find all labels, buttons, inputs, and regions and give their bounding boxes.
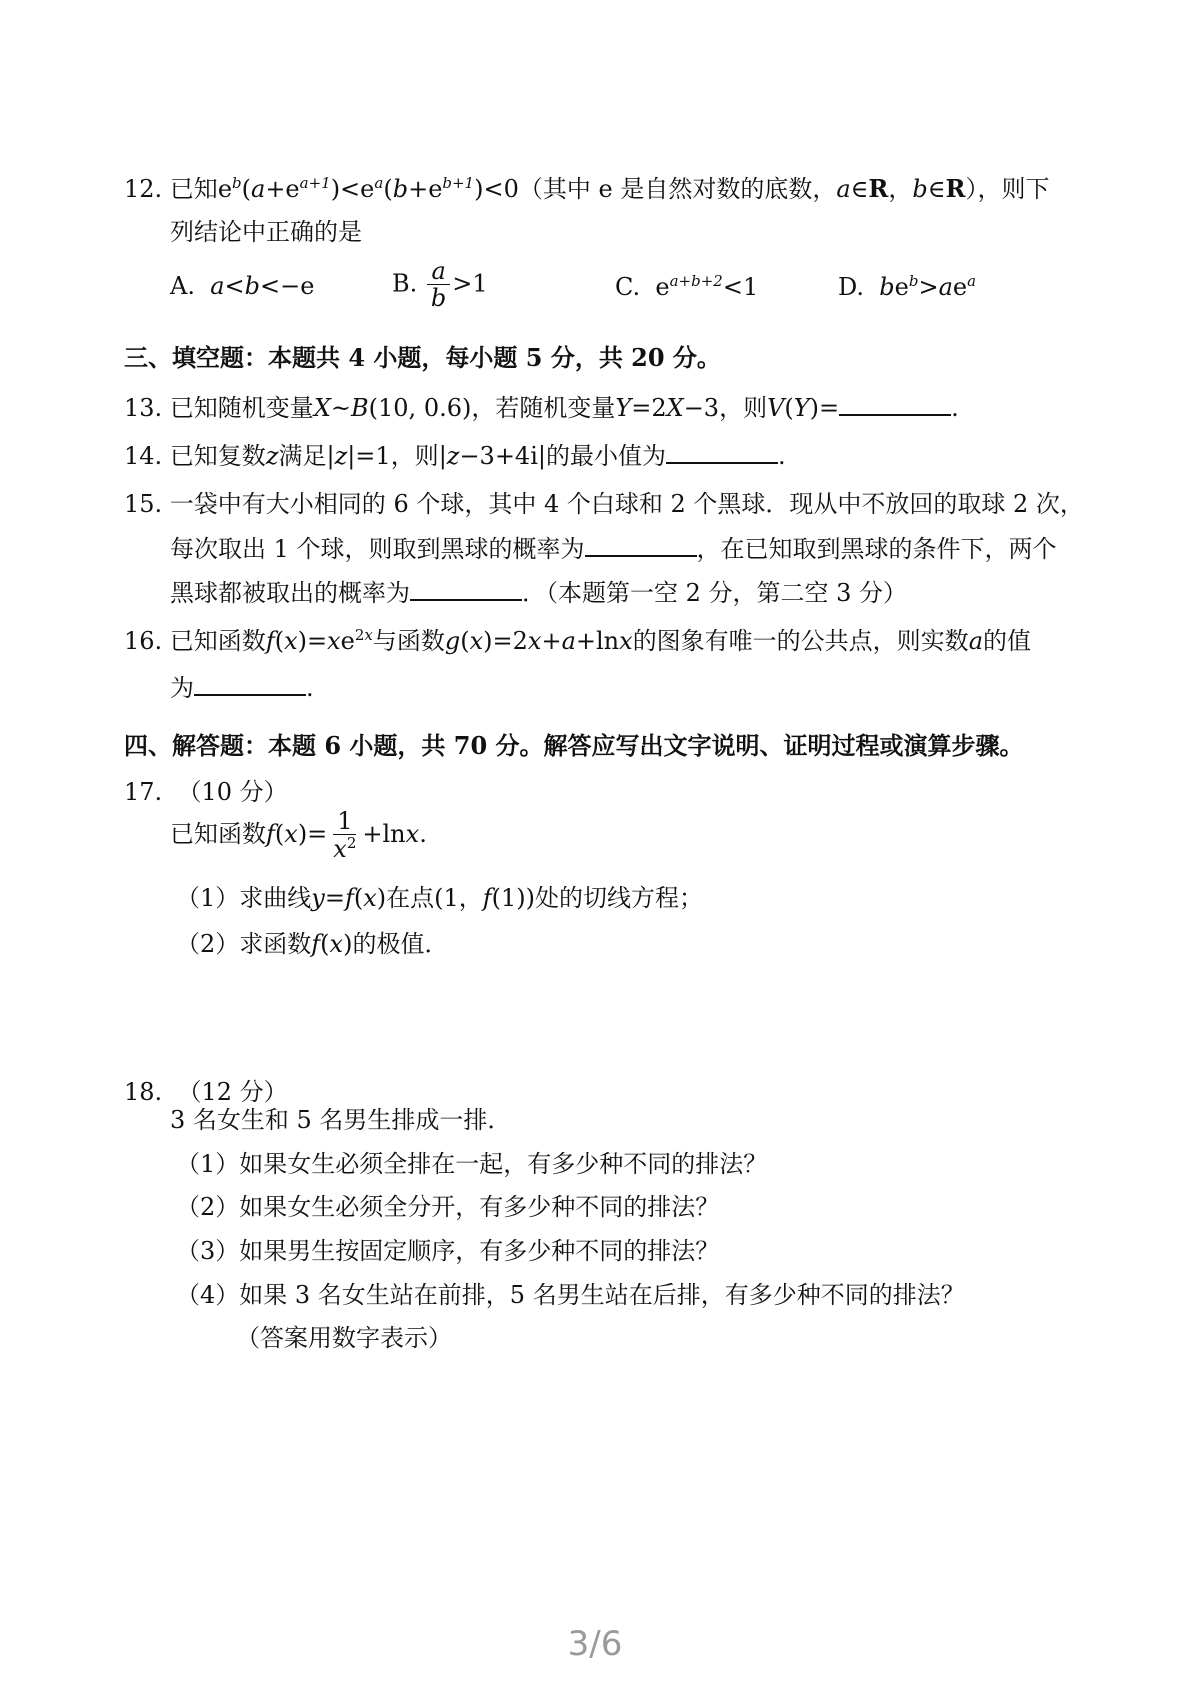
question-16: 16. 已知函数$f(x)=xe^{2x}$与函数g(x)=2x+a+lnx的图象有唯一的公共点，则实数a的值 [124, 626, 1031, 655]
question-18-sub2: （2）如果女生必须全分开，有多少种不同的排法？ [176, 1193, 720, 1221]
answer-blank [839, 394, 951, 416]
question-18-sub4: （4）如果 3 名女生站在前排，5 名男生站在后排，有多少种不同的排法？ [176, 1281, 965, 1309]
fraction: $\frac{a}{b}$ [427, 258, 450, 312]
formula: y=f(x) [311, 884, 387, 912]
option-d: D. $be^b>ae^a$ [838, 272, 977, 301]
formula: f(x) [311, 930, 353, 958]
section-heading-solutions: 四、解答题：本题 6 小题，共 70 分。解答应写出文字说明、证明过程或演算步骤。 [124, 731, 1024, 760]
option-a: A. a<b<−e [170, 272, 315, 300]
question-18-header: 18. （12 分） [124, 1078, 288, 1106]
question-number: 12. [124, 175, 163, 203]
question-12-line2: 列结论中正确的是 [170, 218, 362, 246]
question-17-stem: 已知函数f(x)= $\frac{1}{x^2}$ +lnx. [170, 807, 427, 864]
question-17-sub1: （1）求曲线y=f(x)在点(1，f(1))处的切线方程； [176, 884, 704, 912]
question-12: 12. 已知$e^b(a+e^{a+1})<e^a(b+e^{b+1})<0$（其中 e 是自然对数的底数，a∈R，b∈R），则下 [124, 174, 1050, 203]
question-15-line2: 每次取出 1 个球，则取到黑球的概率为 ，在已知取到黑球的条件下，两个 [170, 535, 1057, 563]
option-b: B. $\frac{a}{b}$ >1 [392, 257, 488, 313]
answer-blank [194, 674, 306, 696]
formula: a∈R，b∈R [836, 174, 966, 203]
question-18-sub1: （1）如果女生必须全排在一起，有多少种不同的排法？ [176, 1150, 768, 1178]
question-17-sub2: （2）求函数f(x)的极值． [176, 930, 449, 958]
question-15-line3: 黑球都被取出的概率为 ．（本题第一空 2 分，第二空 3 分） [170, 579, 908, 607]
question-16-line2: 为 . [170, 674, 314, 702]
formula: (1，f(1)) [434, 884, 536, 912]
section-heading-fill-in: 三、填空题：本题共 4 小题，每小题 5 分，共 20 分。 [124, 343, 721, 372]
formula: Y=2X−3 [615, 394, 720, 422]
question-18-sub3: （3）如果男生按固定顺序，有多少种不同的排法？ [176, 1237, 720, 1265]
formula: $e^b(a+e^{a+1})<e^a(b+e^{b+1})<0$ [217, 174, 519, 203]
answer-blank [410, 579, 522, 601]
formula: $f(x)=xe^{2x}$ [265, 626, 373, 655]
formula: f(x)= $\frac{1}{x^2}$ +lnx [266, 807, 420, 864]
answer-blank [666, 442, 778, 464]
option-c: C. $e^{a+b+2}<1$ [615, 272, 759, 301]
question-15: 15. 一袋中有大小相同的 6 个球，其中 4 个白球和 2 个黑球．现从中不放回的取球 2 次， [124, 490, 1084, 518]
question-18-stem: 3 名女生和 5 名男生排成一排． [170, 1106, 512, 1134]
page-number: 3/6 [567, 1624, 623, 1664]
answer-blank [585, 535, 697, 557]
question-17-header: 17. （10 分） [124, 778, 288, 806]
question-14: 14. 已知复数z满足|z|=1，则|z−3+4i|的最小值为 . [124, 442, 786, 470]
formula: g(x)=2x+a+lnx [444, 627, 633, 655]
formula: V(Y)= [767, 394, 840, 422]
question-18-note: （答案用数字表示） [236, 1324, 452, 1352]
formula: X~B(10, 0.6) [313, 394, 472, 422]
question-13: 13. 已知随机变量X~B(10, 0.6)，若随机变量Y=2X−3，则V(Y)= . [124, 394, 959, 422]
